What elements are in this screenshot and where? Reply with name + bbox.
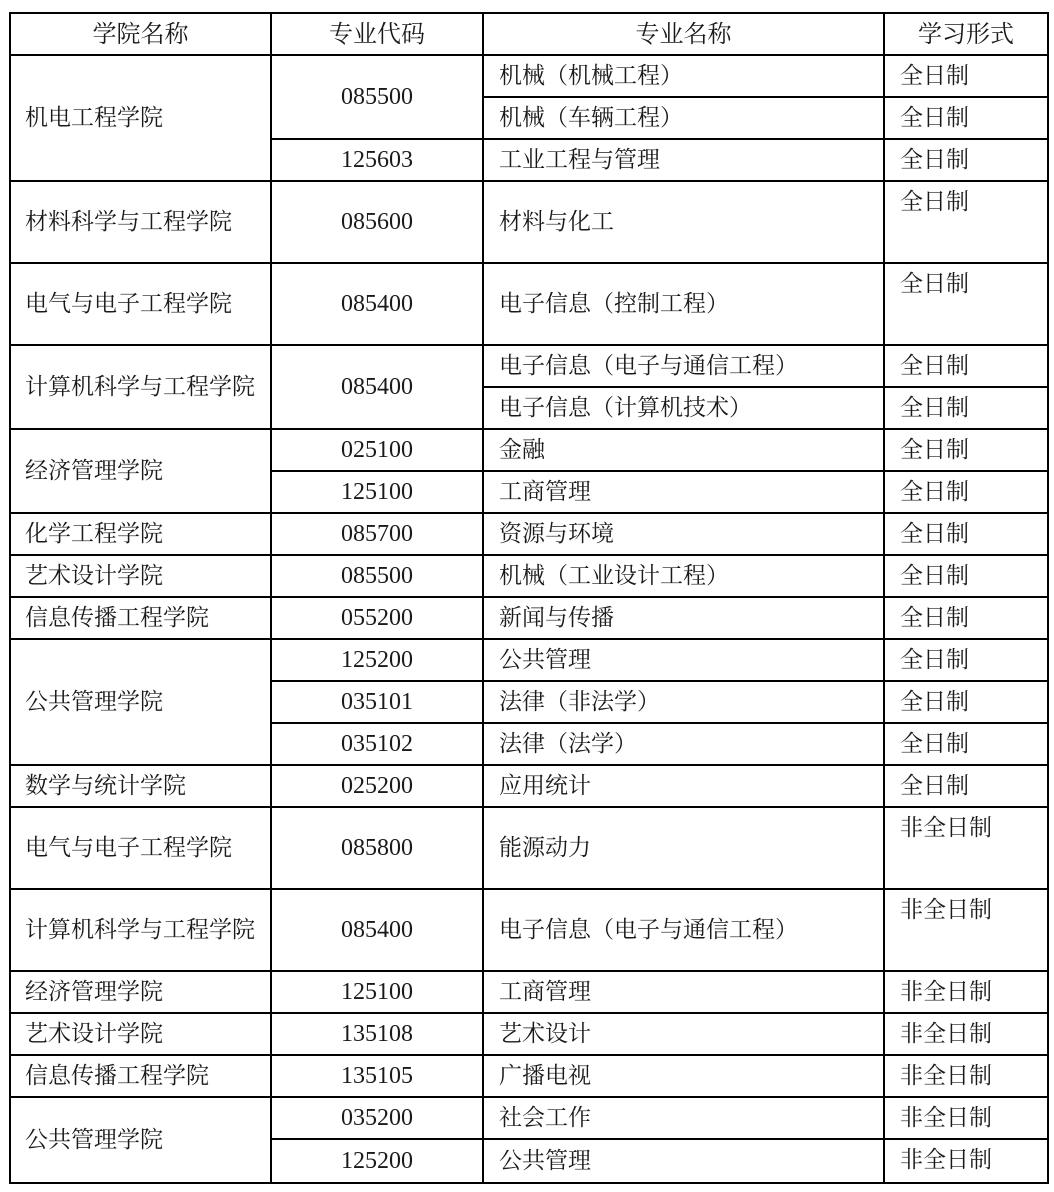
college-cell: 电气与电子工程学院 <box>10 807 271 889</box>
table-row <box>10 1013 1048 1055</box>
table-row <box>10 639 1048 681</box>
table-row <box>10 181 1048 263</box>
table-row <box>10 1055 1048 1097</box>
code-cell: 055200 <box>271 597 483 639</box>
major-cell: 机械（车辆工程） <box>483 97 884 139</box>
form-cell: 全日制 <box>884 471 1048 513</box>
form-cell: 全日制 <box>884 181 1048 263</box>
code-cell: 085500 <box>271 55 483 139</box>
college-cell: 化学工程学院 <box>10 513 271 555</box>
code-cell: 035101 <box>271 681 483 723</box>
college-cell: 经济管理学院 <box>10 971 271 1013</box>
form-cell: 全日制 <box>884 555 1048 597</box>
table-row <box>10 345 1048 387</box>
form-cell: 全日制 <box>884 387 1048 429</box>
college-cell: 电气与电子工程学院 <box>10 263 271 345</box>
table-row <box>10 807 1048 889</box>
college-cell: 艺术设计学院 <box>10 1013 271 1055</box>
table-row <box>10 55 1048 97</box>
major-cell: 工商管理 <box>483 471 884 513</box>
major-cell: 法律（非法学） <box>483 681 884 723</box>
header-form: 学习形式 <box>884 13 1048 55</box>
college-cell: 信息传播工程学院 <box>10 597 271 639</box>
code-cell: 035102 <box>271 723 483 765</box>
major-cell: 电子信息（电子与通信工程） <box>483 345 884 387</box>
code-cell: 135105 <box>271 1055 483 1097</box>
major-cell: 金融 <box>483 429 884 471</box>
form-cell: 非全日制 <box>884 1013 1048 1055</box>
table-row <box>10 429 1048 471</box>
header-row <box>10 13 1048 55</box>
table-row <box>10 513 1048 555</box>
table-row <box>10 971 1048 1013</box>
major-cell: 机械（工业设计工程） <box>483 555 884 597</box>
code-cell: 125603 <box>271 139 483 181</box>
major-cell: 机械（机械工程） <box>483 55 884 97</box>
table-row <box>10 1097 1048 1139</box>
college-cell: 计算机科学与工程学院 <box>10 345 271 429</box>
form-cell: 全日制 <box>884 765 1048 807</box>
college-cell: 计算机科学与工程学院 <box>10 889 271 971</box>
form-cell: 全日制 <box>884 429 1048 471</box>
major-cell: 公共管理 <box>483 639 884 681</box>
code-cell: 125200 <box>271 1139 483 1183</box>
header-college: 学院名称 <box>10 13 271 55</box>
program-table <box>9 12 1049 1184</box>
code-cell: 085700 <box>271 513 483 555</box>
form-cell: 全日制 <box>884 263 1048 345</box>
form-cell: 非全日制 <box>884 1139 1048 1183</box>
major-cell: 电子信息（电子与通信工程） <box>483 889 884 971</box>
form-cell: 全日制 <box>884 681 1048 723</box>
major-cell: 能源动力 <box>483 807 884 889</box>
college-cell: 经济管理学院 <box>10 429 271 513</box>
code-cell: 025200 <box>271 765 483 807</box>
form-cell: 非全日制 <box>884 1097 1048 1139</box>
form-cell: 全日制 <box>884 639 1048 681</box>
major-cell: 应用统计 <box>483 765 884 807</box>
major-cell: 电子信息（控制工程） <box>483 263 884 345</box>
major-cell: 社会工作 <box>483 1097 884 1139</box>
college-cell: 数学与统计学院 <box>10 765 271 807</box>
code-cell: 125100 <box>271 471 483 513</box>
major-cell: 工商管理 <box>483 971 884 1013</box>
form-cell: 全日制 <box>884 139 1048 181</box>
code-cell: 025100 <box>271 429 483 471</box>
college-cell: 艺术设计学院 <box>10 555 271 597</box>
header-code: 专业代码 <box>271 13 483 55</box>
college-cell: 公共管理学院 <box>10 1097 271 1183</box>
form-cell: 非全日制 <box>884 889 1048 971</box>
code-cell: 085400 <box>271 263 483 345</box>
header-major: 专业名称 <box>483 13 884 55</box>
major-cell: 电子信息（计算机技术） <box>483 387 884 429</box>
table-row <box>10 597 1048 639</box>
college-cell: 公共管理学院 <box>10 639 271 765</box>
form-cell: 全日制 <box>884 97 1048 139</box>
major-cell: 工业工程与管理 <box>483 139 884 181</box>
table-row <box>10 765 1048 807</box>
college-cell: 材料科学与工程学院 <box>10 181 271 263</box>
major-cell: 法律（法学） <box>483 723 884 765</box>
code-cell: 085400 <box>271 889 483 971</box>
form-cell: 全日制 <box>884 345 1048 387</box>
form-cell: 非全日制 <box>884 807 1048 889</box>
code-cell: 085400 <box>271 345 483 429</box>
form-cell: 非全日制 <box>884 1055 1048 1097</box>
code-cell: 085600 <box>271 181 483 263</box>
code-cell: 035200 <box>271 1097 483 1139</box>
code-cell: 125100 <box>271 971 483 1013</box>
table-row <box>10 263 1048 345</box>
major-cell: 新闻与传播 <box>483 597 884 639</box>
major-cell: 资源与环境 <box>483 513 884 555</box>
code-cell: 085500 <box>271 555 483 597</box>
code-cell: 125200 <box>271 639 483 681</box>
code-cell: 085800 <box>271 807 483 889</box>
code-cell: 135108 <box>271 1013 483 1055</box>
college-cell: 信息传播工程学院 <box>10 1055 271 1097</box>
form-cell: 全日制 <box>884 597 1048 639</box>
college-cell: 机电工程学院 <box>10 55 271 181</box>
major-cell: 广播电视 <box>483 1055 884 1097</box>
form-cell: 全日制 <box>884 55 1048 97</box>
form-cell: 全日制 <box>884 723 1048 765</box>
table-row <box>10 889 1048 971</box>
major-cell: 公共管理 <box>483 1139 884 1183</box>
table-row <box>10 555 1048 597</box>
major-cell: 材料与化工 <box>483 181 884 263</box>
major-cell: 艺术设计 <box>483 1013 884 1055</box>
form-cell: 非全日制 <box>884 971 1048 1013</box>
form-cell: 全日制 <box>884 513 1048 555</box>
